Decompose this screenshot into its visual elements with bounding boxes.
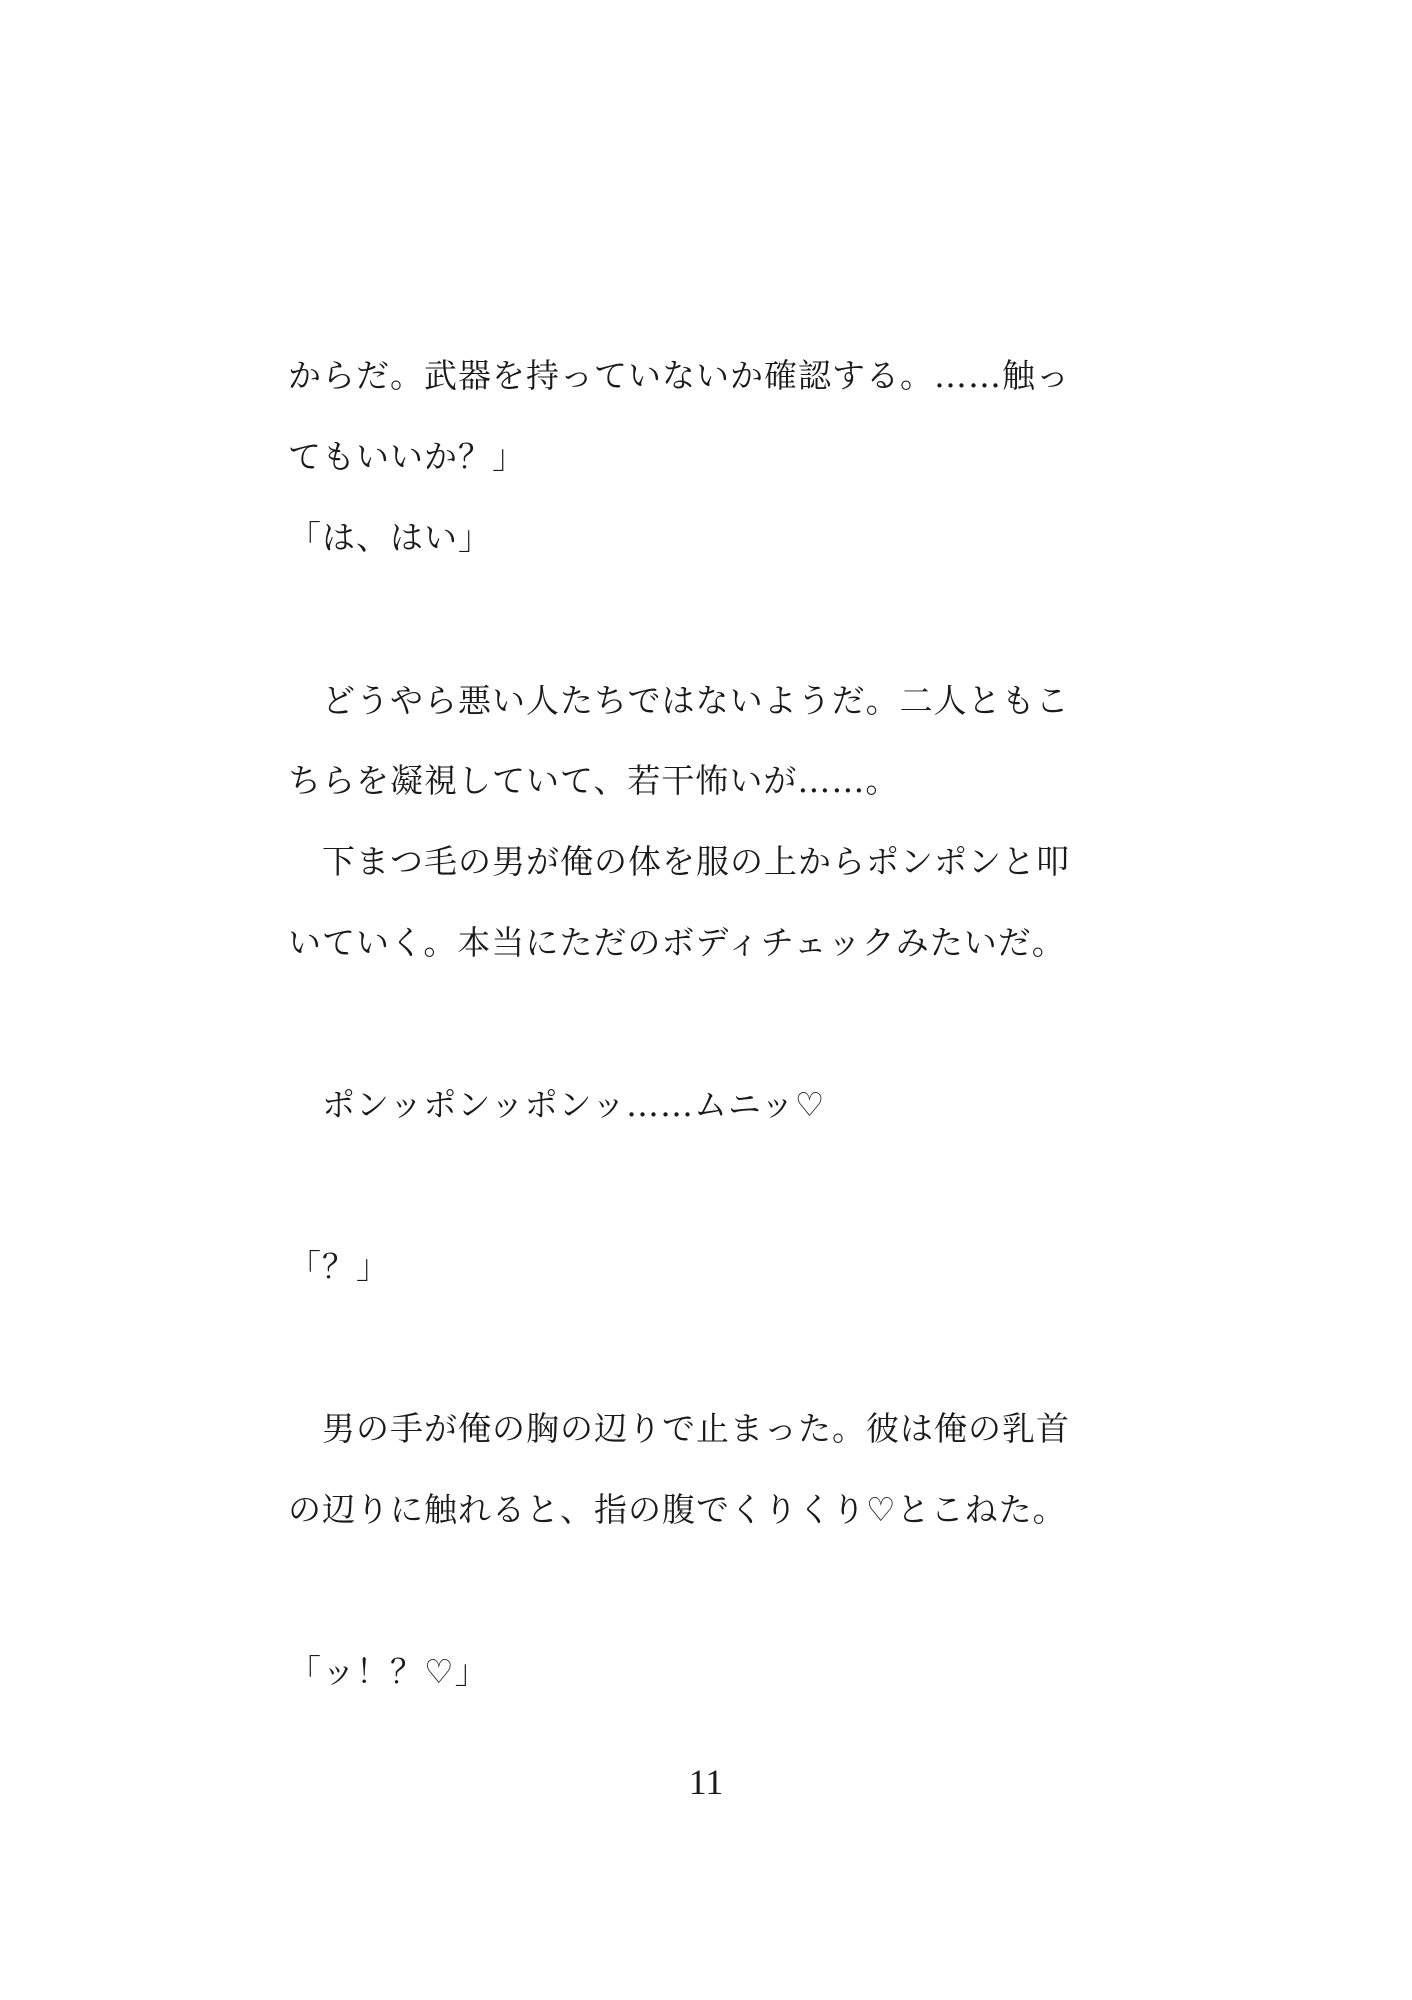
text-line: 「ッ！？♡」: [288, 1652, 489, 1691]
text-line: いていく。本当にただのボディチェックみたいだ。: [288, 923, 1066, 962]
text-line: ちらを凝視していて、若干怖いが……。: [288, 761, 900, 800]
text-line: どうやら悪い人たちではないようだ。二人ともこ: [288, 681, 1070, 720]
page-number: 11: [688, 1762, 724, 1802]
text-line: ポンッポンッポンッ……ムニッ♡: [288, 1085, 826, 1124]
text-line: からだ。武器を持っていないか確認する。……触っ: [288, 356, 1070, 395]
text-line: 男の手が俺の胸の辺りで止まった。彼は俺の乳首: [288, 1409, 1070, 1448]
text-line: 下まつ毛の男が俺の体を服の上からポンポンと叩: [288, 842, 1070, 881]
text-line: の辺りに触れると、指の腹でくりくり♡とこねた。: [288, 1490, 1067, 1529]
text-line: てもいいか？」: [288, 437, 526, 476]
text-line: 「？」: [288, 1247, 390, 1286]
text-line: 「は、はい」: [288, 518, 492, 557]
